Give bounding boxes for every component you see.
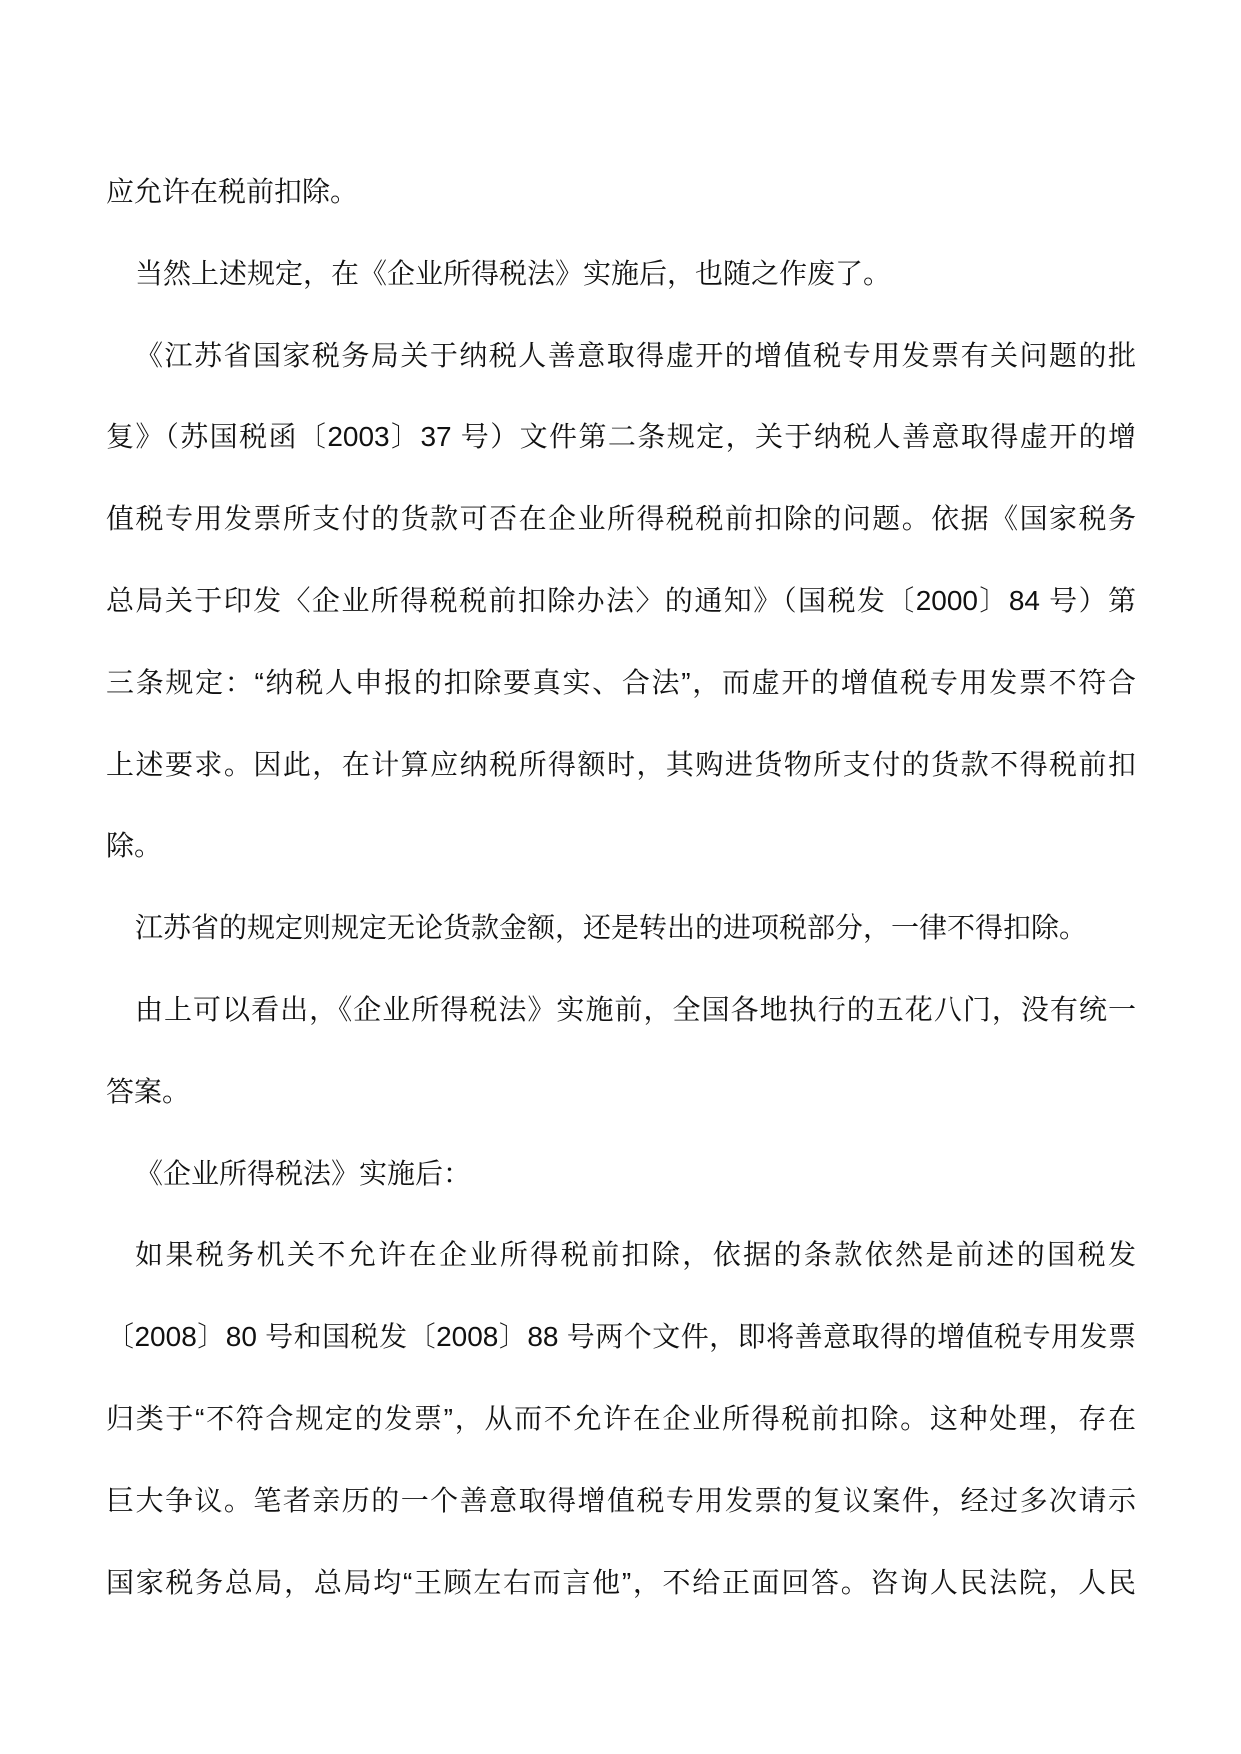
- text-line: 上述要求。因此，在计算应纳税所得额时，其购进货物所支付的货款不得税前扣: [106, 748, 1136, 780]
- paragraph: [106, 233, 1136, 315]
- text-line: 三条规定：“纳税人申报的扣除要真实、合法”，而虚开的增值税专用发票不符合: [106, 666, 1136, 698]
- text-line: 当然上述规定，在《企业所得税法》实施后，也随之作废了。: [135, 257, 892, 289]
- text-line: 江苏省的规定则规定无论货款金额，还是转出的进项税部分，一律不得扣除。: [135, 912, 1088, 944]
- paragraph: [106, 151, 1136, 233]
- text-line: 《企业所得税法》实施后：: [135, 1157, 472, 1189]
- paragraph: [106, 887, 1136, 969]
- paragraph: [106, 969, 1136, 1133]
- paragraph: [106, 315, 1136, 888]
- text-line: 《江苏省国家税务局关于纳税人善意取得虚开的增值税专用发票有关问题的批: [135, 339, 1136, 371]
- paragraph: [106, 1214, 1136, 1623]
- text-line: 除。: [106, 830, 163, 862]
- text-line: 归类于“不符合规定的发票”，从而不允许在企业所得税前扣除。这种处理，存在: [106, 1402, 1136, 1434]
- document-body: [106, 151, 1136, 1623]
- text-line: 〔2008〕80 号和国税发〔2008〕88 号两个文件，即将善意取得的增值税专用发票: [106, 1321, 1136, 1353]
- text-line: 巨大争议。笔者亲历的一个善意取得增值税专用发票的复议案件，经过多次请示: [106, 1484, 1136, 1516]
- text-line: 值税专用发票所支付的货款可否在企业所得税税前扣除的问题。依据《国家税务: [106, 503, 1136, 535]
- paragraph: [106, 1133, 1136, 1215]
- text-line: 总局关于印发〈企业所得税税前扣除办法〉的通知》（国税发〔2000〕84 号）第: [106, 584, 1136, 616]
- text-line: 由上可以看出，《企业所得税法》实施前，全国各地执行的五花八门，没有统一: [135, 993, 1136, 1025]
- text-line: 应允许在税前扣除。: [106, 176, 359, 207]
- text-line: 如果税务机关不允许在企业所得税前扣除，依据的条款依然是前述的国税发: [135, 1239, 1136, 1271]
- text-line: 答案。: [106, 1075, 191, 1107]
- text-line: 复》（苏国税函〔2003〕37 号）文件第二条规定，关于纳税人善意取得虚开的增: [106, 421, 1136, 453]
- text-line: 国家税务总局，总局均“王顾左右而言他”，不给正面回答。咨询人民法院，人民: [106, 1566, 1136, 1598]
